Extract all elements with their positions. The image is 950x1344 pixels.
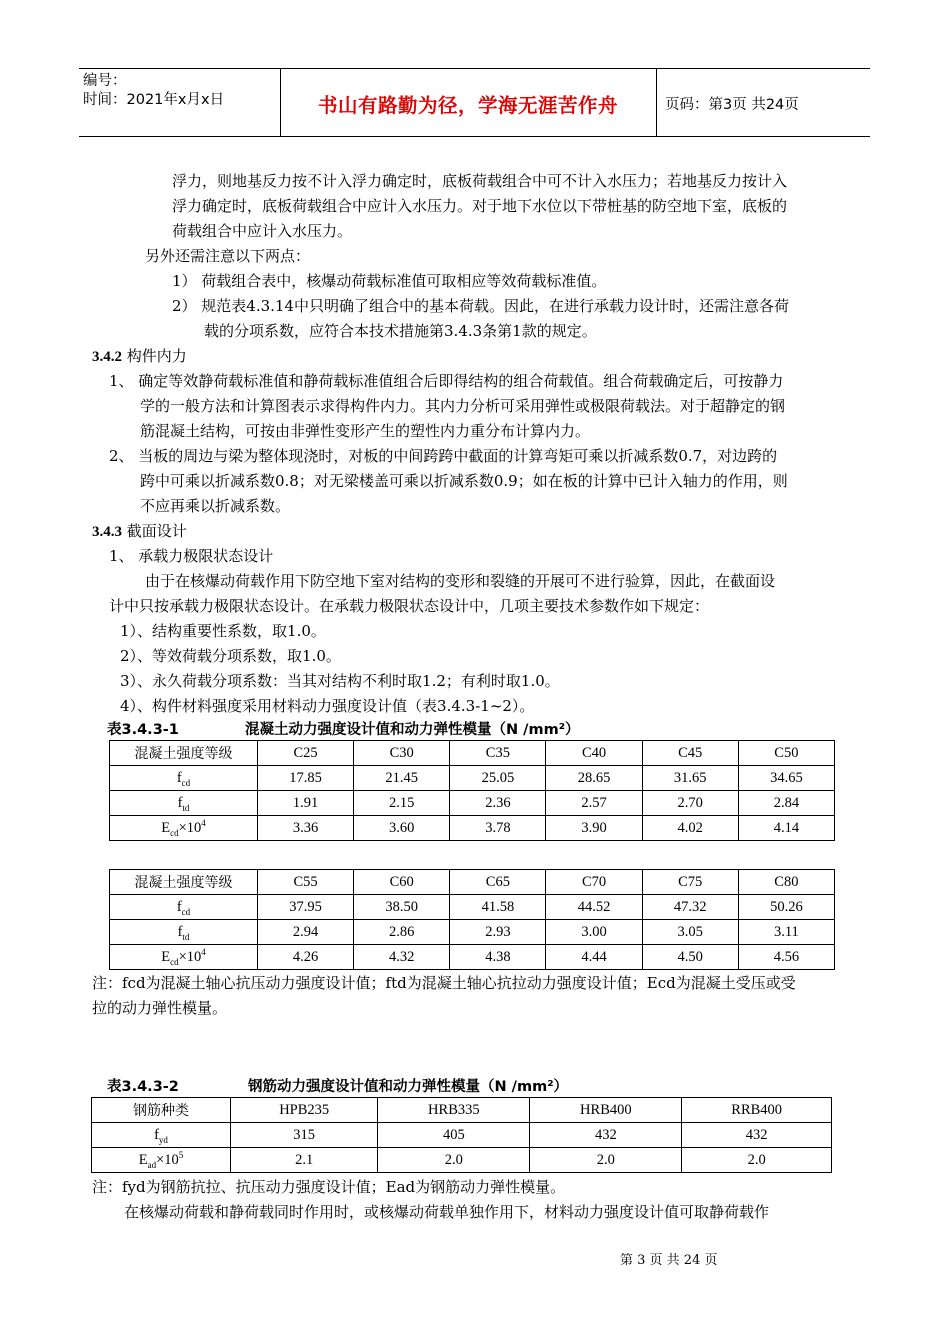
paragraph-line: 由于在核爆动荷载作用下防空地下室对结构的变形和裂缝的开展可不进行验算，因此，在截面设 — [145, 572, 776, 590]
table-row — [110, 766, 835, 791]
paragraph-line: 浮力，则地基反力按不计入浮力确定时，底板荷载组合中可不计入水压力；若地基反力按计入 — [172, 172, 788, 190]
table-cell: 3.11 — [738, 920, 834, 945]
paragraph-line: 在核爆动荷载和静荷载同时作用时，或核爆动荷载单独作用下，材料动力强度设计值可取静荷载作 — [124, 1203, 770, 1221]
table-cell: 3.90 — [546, 816, 642, 841]
header-divider — [656, 69, 657, 136]
table-cell: C30 — [354, 741, 450, 766]
table-cell: C45 — [642, 741, 738, 766]
row-label-ftd: $f_{td}$ — [110, 920, 258, 945]
table-cell: 315 — [231, 1123, 378, 1148]
section-heading-3-4-2 — [92, 346, 187, 367]
header-page-info: 页码：第3页 共24页 — [665, 97, 799, 113]
table-cell: C60 — [354, 870, 450, 895]
table-cell: C35 — [450, 741, 546, 766]
header-motto: 书山有路勤为径，学海无涯苦作舟 — [317, 94, 618, 117]
table-cell: 50.26 — [738, 895, 834, 920]
table-caption-title: 钢筋动力强度设计值和动力弹性模量（N /mm²） — [248, 1079, 569, 1095]
table-cell: 4.38 — [450, 945, 546, 970]
paragraph-line: 学的一般方法和计算图表示求得构件内力。其内力分析可采用弹性或极限荷载法。对于超静定的钢 — [140, 397, 786, 415]
list-item: 2） 规范表4.3.14中只明确了组合中的基本荷载。因此，在进行承载力设计时，还需注意各荷 — [172, 297, 790, 315]
table-header-row — [110, 741, 835, 766]
table-cell: 25.05 — [450, 766, 546, 791]
table-cell: 2.86 — [354, 920, 450, 945]
row-label-fyd: $f_{yd}$ — [92, 1123, 231, 1148]
paragraph-line: 筋混凝土结构，可按由非弹性变形产生的塑性内力重分布计算内力。 — [140, 422, 591, 440]
list-item: 1、 承载力极限状态设计 — [109, 547, 274, 565]
row-label-ftd: $f_{td}$ — [110, 791, 258, 816]
table-cell: 3.60 — [354, 816, 450, 841]
list-item: 2、 当板的周边与梁为整体现浇时，对板的中间跨跨中截面的计算弯矩可乘以折减系数0.7，对边跨的 — [109, 447, 778, 465]
table-cell: 47.32 — [642, 895, 738, 920]
table-cell: 3.00 — [546, 920, 642, 945]
table-cell: 2.94 — [258, 920, 354, 945]
row-label-ecd: $E_{cd}\times 10^4$ — [110, 945, 258, 970]
table-cell: HRB400 — [530, 1098, 682, 1123]
table-cell: C70 — [546, 870, 642, 895]
table-cell: 2.84 — [738, 791, 834, 816]
table-cell: C80 — [738, 870, 834, 895]
table-cell: 432 — [530, 1123, 682, 1148]
doc-number-label: 编号： — [83, 73, 127, 89]
section-title: 截面设计 — [122, 522, 187, 540]
table-cell: RRB400 — [682, 1098, 832, 1123]
table-cell: C25 — [258, 741, 354, 766]
table-cell: 钢筋种类 — [92, 1098, 231, 1123]
table-caption-title: 混凝土动力强度设计值和动力弹性模量（N /mm²） — [245, 722, 580, 738]
table-cell: 44.52 — [546, 895, 642, 920]
list-item: 2）、等效荷载分项系数，取1.0。 — [120, 647, 341, 665]
table-note: 拉的动力弹性模量。 — [92, 999, 228, 1017]
table-cell: 4.44 — [546, 945, 642, 970]
table-cell: 21.45 — [354, 766, 450, 791]
table-cell: 3.78 — [450, 816, 546, 841]
table-cell: 3.36 — [258, 816, 354, 841]
paragraph-line: 跨中可乘以折减系数0.8；对无梁楼盖可乘以折减系数0.9；如在板的计算中已计入轴力的作用，则 — [140, 472, 788, 490]
table-cell: C55 — [258, 870, 354, 895]
section-heading-3-4-3 — [92, 521, 187, 542]
table-cell: 4.50 — [642, 945, 738, 970]
table-cell: 混凝土强度等级 — [110, 870, 258, 895]
table-cell: 2.1 — [231, 1148, 378, 1173]
table-cell: 37.95 — [258, 895, 354, 920]
table-row — [110, 816, 835, 841]
paragraph-line: 不应再乘以折减系数。 — [140, 497, 291, 515]
section-number: 3.4.3 — [92, 524, 122, 540]
paragraph-line: 载的分项系数，应符合本技术措施第3.4.3条第1款的规定。 — [204, 322, 597, 340]
table-cell: 4.02 — [642, 816, 738, 841]
table-cell: 2.70 — [642, 791, 738, 816]
table-cell: 17.85 — [258, 766, 354, 791]
table-cell: 3.05 — [642, 920, 738, 945]
table-row — [92, 1148, 832, 1173]
page-header — [79, 68, 870, 137]
paragraph-line: 计中只按承载力极限状态设计。在承载力极限状态设计中，几项主要技术参数作如下规定： — [109, 597, 710, 615]
list-item: 1、 确定等效静荷载标准值和静荷载标准值组合后即得结构的组合荷载值。组合荷载确定后，可按静力 — [109, 372, 784, 390]
list-item: 4）、构件材料强度采用材料动力强度设计值（表3.4.3-1~2）。 — [120, 697, 535, 715]
concrete-table-part2 — [109, 869, 835, 970]
table-cell: 2.0 — [682, 1148, 832, 1173]
table-cell: 1.91 — [258, 791, 354, 816]
doc-time-label: 时间：2021年x月x日 — [83, 92, 225, 108]
table-cell: 31.65 — [642, 766, 738, 791]
table-header-row — [92, 1098, 832, 1123]
table-note: 注：fcd为混凝土轴心抗压动力强度设计值；ftd为混凝土轴心抗拉动力强度设计值；Ecd为混凝土受压或受 — [92, 974, 796, 992]
table-cell: C50 — [738, 741, 834, 766]
table-cell: C75 — [642, 870, 738, 895]
section-number: 3.4.2 — [92, 349, 122, 365]
table-cell: 4.14 — [738, 816, 834, 841]
page-footer: 第 3 页 共 24 页 — [620, 1253, 718, 1268]
section-title: 构件内力 — [122, 347, 187, 365]
table-cell: 2.0 — [530, 1148, 682, 1173]
table-caption-number: 表3.4.3-1 — [107, 722, 179, 738]
table-cell: 405 — [378, 1123, 530, 1148]
table-row — [92, 1123, 832, 1148]
table-cell: C65 — [450, 870, 546, 895]
table-cell: 38.50 — [354, 895, 450, 920]
table-caption-number: 表3.4.3-2 — [107, 1079, 179, 1095]
table-cell: 4.56 — [738, 945, 834, 970]
row-label-ead: $E_{ad}\times 10^5$ — [92, 1148, 231, 1173]
table-row — [110, 791, 835, 816]
paragraph-line: 浮力确定时，底板荷载组合中应计入水压力。对于地下水位以下带桩基的防空地下室，底板的 — [172, 197, 788, 215]
list-item: 1） 荷载组合表中，核爆动荷载标准值可取相应等效荷载标准值。 — [172, 272, 607, 290]
table-cell: 2.0 — [378, 1148, 530, 1173]
paragraph-line: 另外还需注意以下两点： — [145, 247, 311, 265]
table-cell: 2.57 — [546, 791, 642, 816]
table-note: 注：fyd为钢筋抗拉、抗压动力强度设计值；Ead为钢筋动力弹性模量。 — [92, 1178, 566, 1196]
table-cell: 2.36 — [450, 791, 546, 816]
table-cell: 4.32 — [354, 945, 450, 970]
table-header-row — [110, 870, 835, 895]
table-cell: 混凝土强度等级 — [110, 741, 258, 766]
steel-table — [91, 1097, 832, 1173]
table-row — [110, 920, 835, 945]
row-label-fcd: $f_{cd}$ — [110, 895, 258, 920]
list-item: 1）、结构重要性系数，取1.0。 — [120, 622, 326, 640]
table-cell: 41.58 — [450, 895, 546, 920]
table-cell: C40 — [546, 741, 642, 766]
paragraph-line: 荷载组合中应计入水压力。 — [172, 222, 353, 240]
header-meta — [83, 72, 224, 110]
table-cell: 2.93 — [450, 920, 546, 945]
table-row — [110, 945, 835, 970]
row-label-fcd: $f_{cd}$ — [110, 766, 258, 791]
list-item: 3）、永久荷载分项系数：当其对结构不利时取1.2；有利时取1.0。 — [120, 672, 560, 690]
table-cell: 28.65 — [546, 766, 642, 791]
row-label-ecd: $E_{cd}\times 10^4$ — [110, 816, 258, 841]
table-row — [110, 895, 835, 920]
table-cell: 34.65 — [738, 766, 834, 791]
table-cell: HRB335 — [378, 1098, 530, 1123]
concrete-table-part1 — [109, 740, 835, 841]
table-cell: 432 — [682, 1123, 832, 1148]
table-cell: HPB235 — [231, 1098, 378, 1123]
table-cell: 4.26 — [258, 945, 354, 970]
table-cell: 2.15 — [354, 791, 450, 816]
